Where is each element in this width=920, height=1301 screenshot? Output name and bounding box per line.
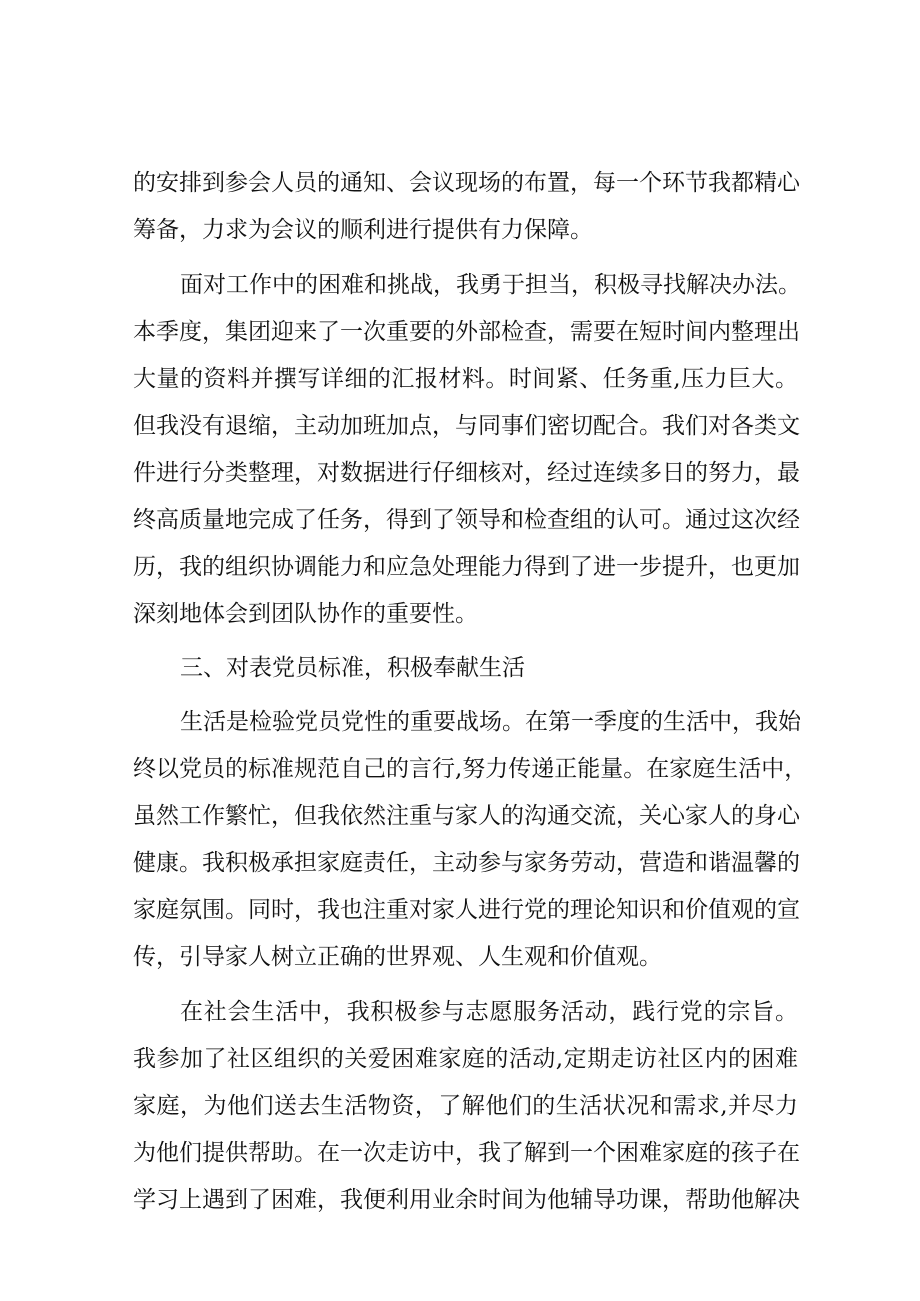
text-line: 深刻地体会到团队协作的重要性。 bbox=[133, 601, 478, 627]
text-line: 件进行分类整理，对数据进行仔细核对，经过连续多日的努力，最 bbox=[133, 460, 800, 486]
text-line: 面对工作中的困难和挑战，我勇于担当，积极寻找解决办法。 bbox=[180, 272, 801, 298]
text-line: 学习上遇到了困难，我便利用业余时间为他辅导功课，帮助他解决 bbox=[133, 1187, 800, 1213]
text-line: 为他们提供帮助。在一次走访中，我了解到一个困难家庭的孩子在 bbox=[133, 1140, 800, 1166]
text-line: 在社会生活中，我积极参与志愿服务活动，践行党的宗旨。 bbox=[180, 999, 798, 1025]
section-heading: 三、对表党员标准，积极奉献生活 bbox=[180, 655, 525, 681]
text-line: 家庭，为他们送去生活物资，了解他们的生活状况和需求,并尽力 bbox=[133, 1093, 798, 1119]
text-line: 传，引导家人树立正确的世界观、人生观和价值观。 bbox=[133, 944, 662, 970]
text-line: 终高质量地完成了任务，得到了领导和检查组的认可。通过这次经 bbox=[133, 507, 800, 533]
text-line: 虽然工作繁忙，但我依然注重与家人的沟通交流，关心家人的身心 bbox=[133, 803, 800, 829]
text-line: 我参加了社区组织的关爱困难家庭的活动,定期走访社区内的困难 bbox=[133, 1046, 798, 1072]
text-line: 本季度，集团迎来了一次重要的外部检查，需要在短时间内整理出 bbox=[133, 319, 800, 345]
text-line: 筹备，力求为会议的顺利进行提供有力保障。 bbox=[133, 217, 593, 243]
text-line: 家庭氛围。同时，我也注重对家人进行党的理论知识和价值观的宣 bbox=[133, 897, 800, 923]
text-line: 但我没有退缩，主动加班加点，与同事们密切配合。我们对各类文 bbox=[133, 413, 800, 439]
text-line: 终以党员的标准规范自己的言行,努力传递正能量。在家庭生活中， bbox=[133, 756, 808, 782]
text-line: 的安排到参会人员的通知、会议现场的布置，每一个环节我都精心 bbox=[133, 170, 800, 196]
text-line: 生活是检验党员党性的重要战场。在第一季度的生活中，我始 bbox=[180, 709, 801, 735]
text-line: 大量的资料并撰写详细的汇报材料。时间紧、任务重,压力巨大。 bbox=[133, 366, 798, 392]
text-line: 健康。我积极承担家庭责任，主动参与家务劳动，营造和谐温馨的 bbox=[133, 850, 800, 876]
text-line: 历，我的组织协调能力和应急处理能力得到了进一步提升，也更加 bbox=[133, 554, 800, 580]
